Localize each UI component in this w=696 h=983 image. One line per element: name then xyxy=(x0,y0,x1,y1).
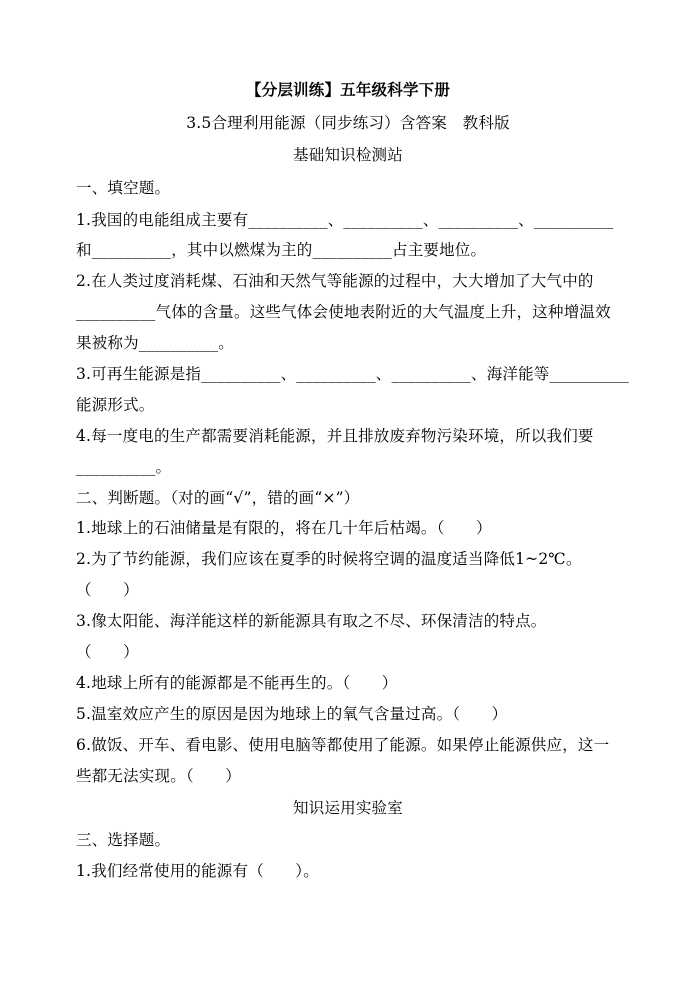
section-heading-basic: 基础知识检测站 xyxy=(293,146,403,164)
question-line: 和__________，其中以燃煤为主的__________占主要地位。 xyxy=(76,241,487,259)
question-line: 5.温室效应产生的原因是因为地球上的氧气含量过高。（ ） xyxy=(76,705,508,723)
question-line: 2.为了节约能源，我们应该在夏季的时候将空调的温度适当降低1~2℃。 xyxy=(76,550,582,568)
question-line: 1.地球上的石油储量是有限的，将在几十年后枯竭。（ ） xyxy=(76,519,492,537)
question-line: 2.在人类过度消耗煤、石油和天然气等能源的过程中，大大增加了大气中的 xyxy=(76,272,594,290)
question-line: 4.每一度电的生产都需要消耗能源，并且排放废弃物污染环境，所以我们要 xyxy=(76,427,594,445)
question-line: 能源形式。 xyxy=(76,396,155,414)
section-heading-apply: 知识运用实验室 xyxy=(293,799,403,817)
document-subtitle: 3.5合理利用能源（同步练习）含答案 教科版 xyxy=(186,114,510,132)
question-line: 些都无法实现。（ ） xyxy=(76,767,241,785)
part2-heading: 二、判断题。（对的画“√”，错的画“×”） xyxy=(76,489,360,507)
question-line: __________气体的含量。这些气体会使地表附近的大气温度上升，这种增温效 xyxy=(76,303,611,321)
part3-heading: 三、选择题。 xyxy=(76,831,171,849)
question-line: 1.我国的电能组成主要有__________、__________、__________、__________ xyxy=(76,211,614,229)
question-line: 3.可再生能源是指__________、__________、__________、海洋能等__________ xyxy=(76,365,629,383)
answer-bracket: （ ） xyxy=(76,581,139,599)
question-line: 6.做饭、开车、看电影、使用电脑等都使用了能源。如果停止能源供应，这一 xyxy=(76,736,610,754)
question-line: 果被称为__________。 xyxy=(76,334,235,352)
document-title: 【分层训练】五年级科学下册 xyxy=(245,80,451,99)
question-line: 1.我们经常使用的能源有（ ）。 xyxy=(76,862,319,880)
question-line: __________。 xyxy=(76,458,172,476)
part1-heading: 一、填空题。 xyxy=(76,179,171,197)
question-line: 4.地球上所有的能源都是不能再生的。（ ） xyxy=(76,674,398,692)
question-line: 3.像太阳能、海洋能这样的新能源具有取之不尽、环保清洁的特点。 xyxy=(76,612,547,630)
answer-bracket: （ ） xyxy=(76,643,139,661)
